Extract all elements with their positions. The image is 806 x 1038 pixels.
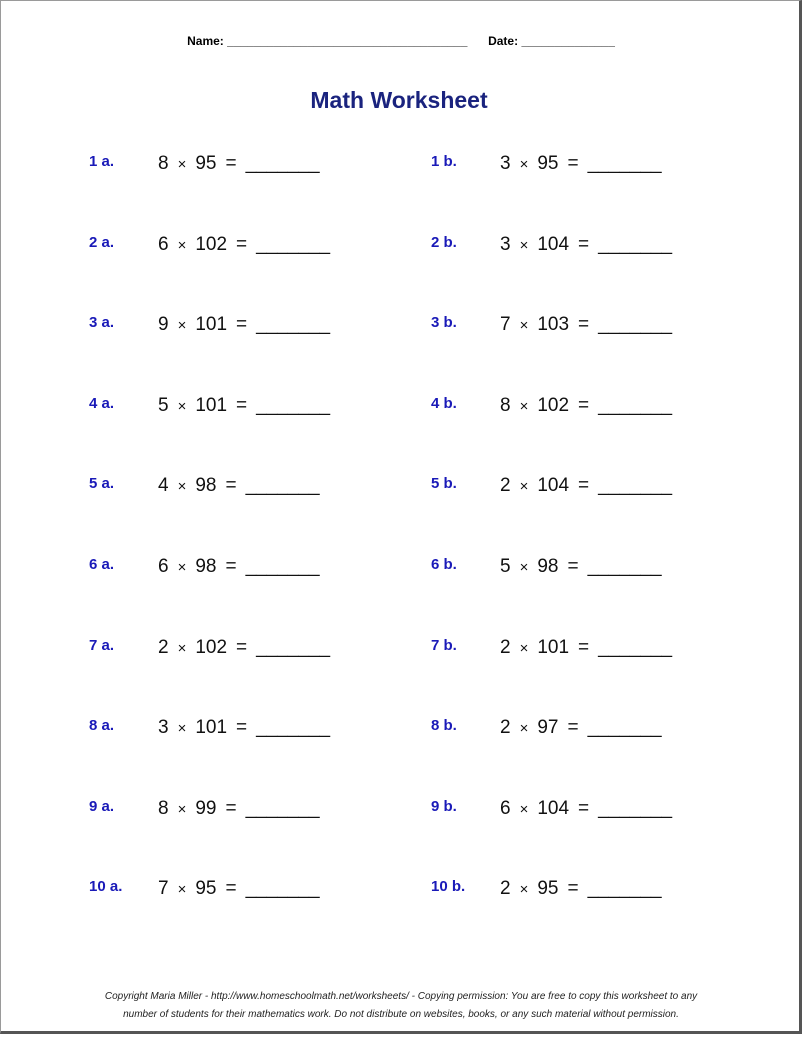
problem-number: 7 a. — [89, 637, 115, 654]
factor-a: 9 — [158, 314, 169, 335]
problem-number: 9 a. — [89, 798, 115, 815]
problem-number: 6 b. — [431, 556, 457, 573]
problem-item — [89, 475, 409, 505]
copyright-line-1: Copyright Maria Miller - http://www.homeschoolmath.net/worksheets/ - Copying permission: You are free to copy this worksheet to any — [104, 991, 698, 1002]
equals-sign: = — [578, 234, 590, 255]
factor-b: 104 — [537, 798, 570, 819]
equals-sign: = — [225, 475, 237, 496]
factor-a: 6 — [158, 234, 169, 255]
equals-sign: = — [225, 878, 237, 899]
factor-b: 99 — [195, 798, 217, 819]
problem-item — [89, 234, 409, 264]
answer-blank: _______ — [598, 475, 673, 496]
answer-blank: _______ — [245, 153, 320, 174]
answer-blank: _______ — [598, 234, 673, 255]
factor-b: 104 — [537, 234, 570, 255]
factor-a: 3 — [500, 153, 511, 174]
equals-sign: = — [225, 556, 237, 577]
equals-sign: = — [567, 878, 579, 899]
name-date-line — [1, 34, 801, 48]
factor-a: 5 — [500, 556, 511, 577]
factor-b: 95 — [195, 878, 217, 899]
problem-expression — [158, 637, 330, 659]
problem-expression — [500, 637, 672, 659]
problem-number: 2 a. — [89, 234, 115, 251]
equals-sign: = — [578, 637, 590, 658]
times-sign: × — [519, 478, 529, 495]
problem-number: 7 b. — [431, 637, 457, 654]
times-sign: × — [177, 237, 187, 254]
times-sign: × — [519, 237, 529, 254]
factor-b: 98 — [195, 475, 217, 496]
problem-item — [431, 717, 751, 747]
answer-blank: _______ — [256, 637, 331, 658]
problem-item — [89, 637, 409, 667]
problem-item — [431, 475, 751, 505]
date-label: Date: — [488, 34, 519, 48]
times-sign: × — [177, 559, 187, 576]
factor-a: 2 — [500, 475, 511, 496]
equals-sign: = — [236, 717, 248, 738]
times-sign: × — [177, 640, 187, 657]
equals-sign: = — [225, 153, 237, 174]
equals-sign: = — [567, 556, 579, 577]
problem-item — [431, 556, 751, 586]
problem-number: 3 b. — [431, 314, 457, 331]
problem-expression — [158, 314, 330, 336]
problem-item — [431, 234, 751, 264]
equals-sign: = — [578, 475, 590, 496]
times-sign: × — [519, 156, 529, 173]
problem-number: 10 a. — [89, 878, 123, 895]
problem-number: 5 b. — [431, 475, 457, 492]
equals-sign: = — [236, 234, 248, 255]
answer-blank: _______ — [256, 314, 331, 335]
times-sign: × — [177, 398, 187, 415]
problem-number: 4 a. — [89, 395, 115, 412]
problem-number: 6 a. — [89, 556, 115, 573]
answer-blank: _______ — [587, 556, 662, 577]
problem-number: 3 a. — [89, 314, 115, 331]
answer-blank: _______ — [245, 878, 320, 899]
equals-sign: = — [578, 395, 590, 416]
times-sign: × — [177, 801, 187, 818]
times-sign: × — [177, 881, 187, 898]
problem-expression — [500, 314, 672, 336]
problem-item — [89, 153, 409, 183]
problem-item — [89, 395, 409, 425]
problem-item — [431, 637, 751, 667]
answer-blank: _______ — [598, 637, 673, 658]
problem-expression — [158, 556, 320, 578]
answer-blank: _______ — [587, 153, 662, 174]
times-sign: × — [519, 640, 529, 657]
times-sign: × — [177, 478, 187, 495]
problem-expression — [500, 717, 662, 739]
problem-number: 5 a. — [89, 475, 115, 492]
problem-item — [431, 153, 751, 183]
problem-expression — [500, 153, 662, 175]
problem-expression — [158, 475, 320, 497]
factor-a: 7 — [500, 314, 511, 335]
problem-number: 10 b. — [431, 878, 466, 895]
times-sign: × — [519, 317, 529, 334]
equals-sign: = — [236, 395, 248, 416]
problem-expression — [500, 556, 662, 578]
problem-expression — [500, 475, 672, 497]
factor-b: 101 — [195, 395, 228, 416]
problem-expression — [158, 798, 320, 820]
answer-blank: _______ — [587, 878, 662, 899]
equals-sign: = — [236, 314, 248, 335]
answer-blank: _______ — [256, 717, 331, 738]
factor-b: 98 — [195, 556, 217, 577]
factor-a: 3 — [158, 717, 169, 738]
times-sign: × — [177, 720, 187, 737]
factor-b: 95 — [537, 153, 559, 174]
problem-number: 8 b. — [431, 717, 457, 734]
equals-sign: = — [578, 798, 590, 819]
answer-blank: _______ — [256, 395, 331, 416]
factor-a: 6 — [158, 556, 169, 577]
copyright-footer — [61, 988, 741, 1024]
factor-b: 101 — [195, 314, 228, 335]
times-sign: × — [519, 801, 529, 818]
problem-expression — [158, 717, 330, 739]
problem-number: 8 a. — [89, 717, 115, 734]
factor-b: 101 — [195, 717, 228, 738]
problem-item — [89, 798, 409, 828]
problem-expression — [158, 234, 330, 256]
problem-item — [431, 878, 751, 908]
factor-a: 4 — [158, 475, 169, 496]
worksheet-title: Math Worksheet — [310, 87, 488, 113]
factor-a: 2 — [500, 717, 511, 738]
name-label: Name: — [187, 34, 224, 48]
copyright-line-2: number of students for their mathematics work. Do not distribute on websites, books, or any such material without permission. — [123, 1009, 679, 1020]
factor-a: 6 — [500, 798, 511, 819]
problem-item — [89, 717, 409, 747]
problem-expression — [158, 153, 320, 175]
equals-sign: = — [225, 798, 237, 819]
problem-item — [431, 395, 751, 425]
date-blank: ______________ — [521, 34, 615, 48]
problem-number: 9 b. — [431, 798, 457, 815]
name-blank: ____________________________________ — [227, 34, 468, 48]
times-sign: × — [177, 317, 187, 334]
answer-blank: _______ — [587, 717, 662, 738]
problem-item — [431, 314, 751, 344]
problem-expression — [500, 878, 662, 900]
factor-b: 104 — [537, 475, 570, 496]
problem-expression — [500, 234, 672, 256]
factor-a: 7 — [158, 878, 169, 899]
factor-b: 98 — [537, 556, 559, 577]
factor-a: 5 — [158, 395, 169, 416]
equals-sign: = — [578, 314, 590, 335]
answer-blank: _______ — [598, 798, 673, 819]
problem-expression — [500, 395, 672, 417]
times-sign: × — [177, 156, 187, 173]
answer-blank: _______ — [598, 314, 673, 335]
factor-a: 2 — [500, 637, 511, 658]
times-sign: × — [519, 881, 529, 898]
answer-blank: _______ — [245, 475, 320, 496]
problem-expression — [500, 798, 672, 820]
times-sign: × — [519, 720, 529, 737]
answer-blank: _______ — [245, 556, 320, 577]
factor-b: 95 — [537, 878, 559, 899]
answer-blank: _______ — [245, 798, 320, 819]
times-sign: × — [519, 559, 529, 576]
equals-sign: = — [236, 637, 248, 658]
factor-a: 8 — [158, 798, 169, 819]
problem-number: 1 a. — [89, 153, 115, 170]
factor-a: 8 — [500, 395, 511, 416]
factor-b: 102 — [537, 395, 570, 416]
problem-item — [89, 556, 409, 586]
problem-expression — [158, 878, 320, 900]
factor-a: 3 — [500, 234, 511, 255]
equals-sign: = — [567, 717, 579, 738]
factor-b: 102 — [195, 234, 228, 255]
equals-sign: = — [567, 153, 579, 174]
factor-b: 97 — [537, 717, 559, 738]
times-sign: × — [519, 398, 529, 415]
factor-a: 2 — [500, 878, 511, 899]
factor-b: 103 — [537, 314, 570, 335]
problem-number: 2 b. — [431, 234, 457, 251]
problem-item — [89, 878, 409, 908]
problem-number: 1 b. — [431, 153, 457, 170]
problem-item — [89, 314, 409, 344]
factor-b: 95 — [195, 153, 217, 174]
factor-b: 101 — [537, 637, 570, 658]
answer-blank: _______ — [256, 234, 331, 255]
factor-a: 2 — [158, 637, 169, 658]
factor-b: 102 — [195, 637, 228, 658]
answer-blank: _______ — [598, 395, 673, 416]
factor-a: 8 — [158, 153, 169, 174]
problem-item — [431, 798, 751, 828]
problem-expression — [158, 395, 330, 417]
problem-number: 4 b. — [431, 395, 457, 412]
